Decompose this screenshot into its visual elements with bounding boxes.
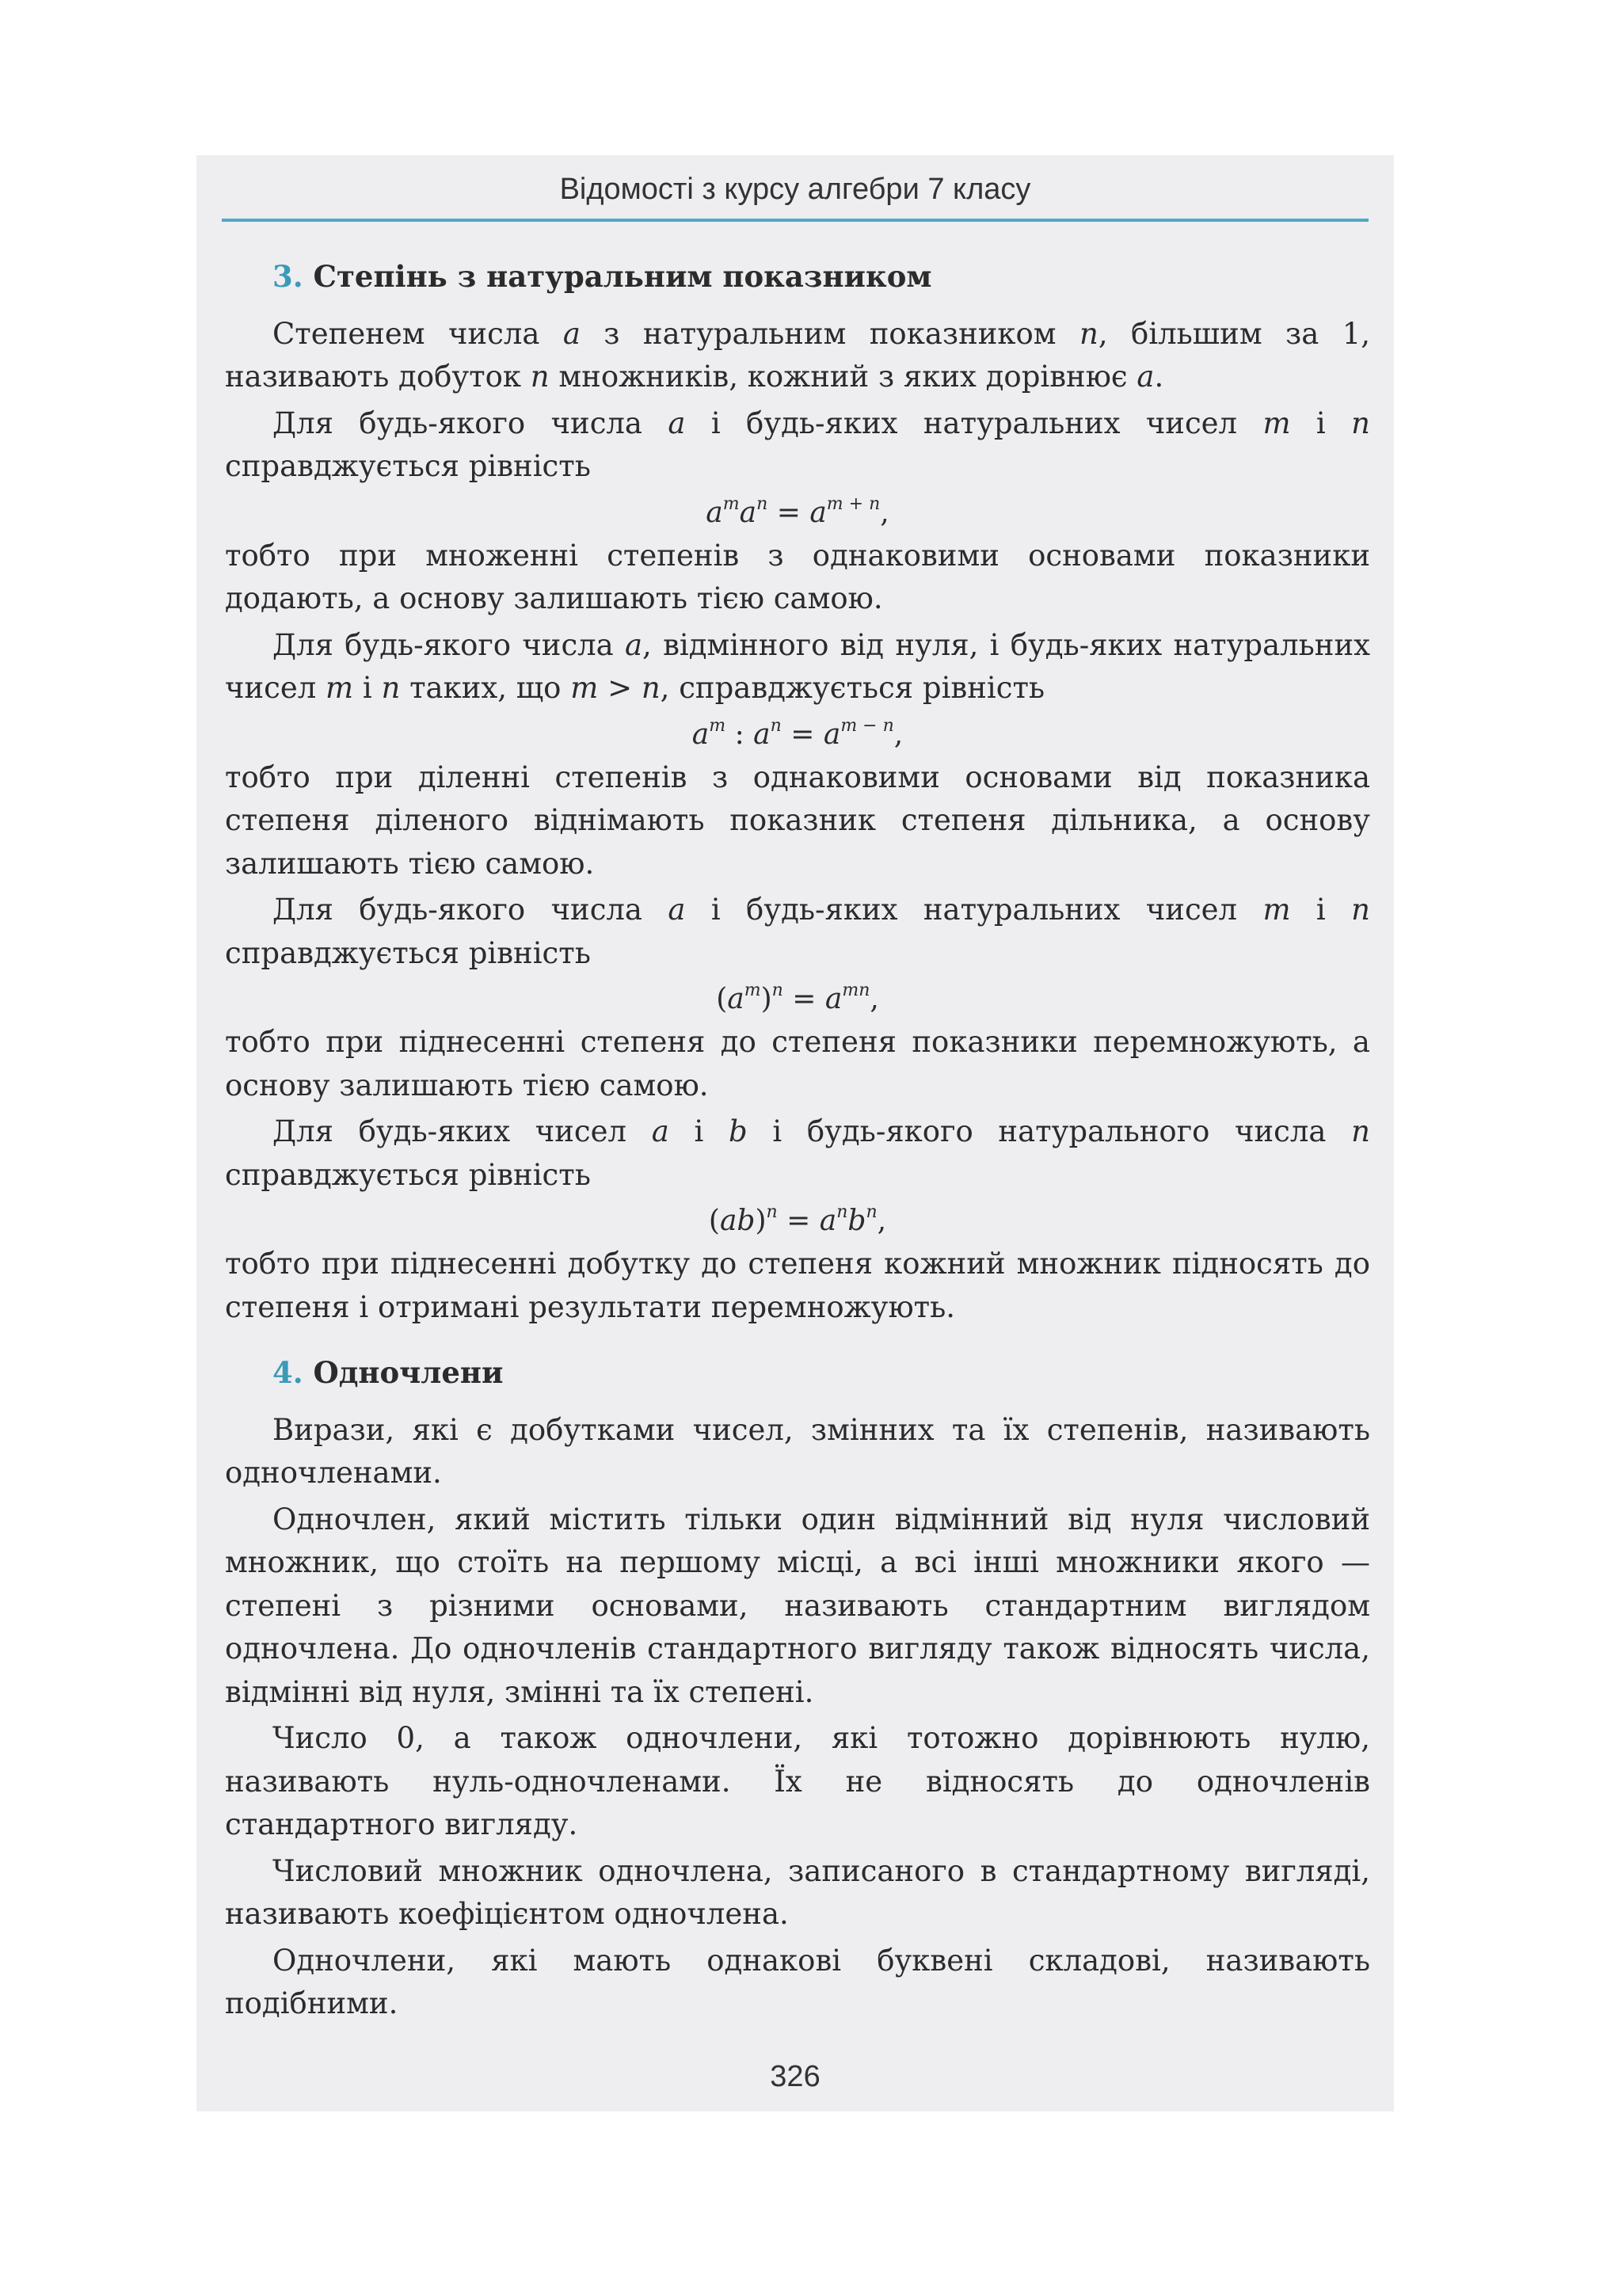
paragraph: Числовий множник одночлена, записаного в стандартному вигляді, називають коефіцієнтом одночлена.	[225, 1853, 1370, 1931]
paragraph: Степенем числа a з натуральним показником n, більшим за 1, називають добуток n множників, кожний з яких дорівнює a.	[225, 316, 1370, 394]
paragraph: Одночлен, який містить тільки один відмінний від нуля числовий множник, що стоїть на першому місці, а всі інші множники якого — степені з різними основами, називають стандартним виглядом одночлена. До одночленів стандартного вигляду також відносять числа, відмінні від нуля, змінні та їх степені.	[225, 1502, 1370, 1709]
paragraph: тобто при діленні степенів з однаковими основами від показника степеня діленого віднімають показник степеня дільника, а основу залишають тією самою.	[225, 760, 1370, 881]
paragraph: тобто при піднесенні степеня до степеня показники перемножують, а основу залишають тією самою.	[225, 1025, 1370, 1102]
paragraph: Для будь-якого числа a і будь-яких натуральних чисел m і n справджується рівність	[225, 406, 1370, 483]
running-header: Відомості з курсу алгебри 7 класу	[559, 173, 1031, 206]
section-number: 3.	[272, 259, 303, 294]
page-content	[225, 255, 1370, 2029]
formula-power-of-product: $(ab)^n = a^nb^n$,	[708, 1202, 887, 1237]
book-page	[196, 155, 1394, 2111]
paragraph: Вирази, які є добутками чисел, змінних та їх степенів, називають одночленами.	[225, 1412, 1370, 1490]
paragraph: Для будь-яких чисел a і b і будь-якого натурального числа n справджується рівність	[225, 1114, 1370, 1192]
paragraph: тобто при піднесенні добутку до степеня кожний множник підносять до степеня і отримані результати перемножують.	[225, 1247, 1370, 1324]
paragraph: Для будь-якого числа a, відмінного від нуля, і будь-яких натуральних чисел m і n таких, що m > n, справджується рівність	[225, 627, 1370, 705]
section-title-text: Одночлени	[313, 1355, 504, 1390]
section-number: 4.	[272, 1355, 303, 1390]
formula-product-of-powers: $a^ma^n = a^{m + n}$,	[706, 493, 889, 529]
paragraph: Для будь-якого числа a і будь-яких натуральних чисел m і n справджується рівність	[225, 893, 1370, 970]
section-4-title	[272, 1351, 1370, 1395]
section-3-title	[272, 255, 1370, 299]
header-rule	[222, 219, 1369, 222]
paragraph: тобто при множенні степенів з однаковими основами показники додають, а основу залишають тією самою.	[225, 538, 1370, 615]
formula-quotient-of-powers: $a^m$ : $a^n = a^{m - n}$,	[691, 715, 904, 751]
formula-power-of-power: $(a^m)^n = a^{mn}$,	[716, 980, 879, 1015]
page-number: 326	[770, 2060, 821, 2093]
paragraph: Одночлени, які мають однакові буквені складові, називають подібними.	[225, 1943, 1370, 2020]
section-title-text: Степінь з натуральним показником	[313, 259, 932, 294]
paragraph: Число 0, а також одночлени, які тотожно дорівнюють нулю, називають нуль-одночленами. Їх не відносять до одночленів стандартного вигляду.	[225, 1721, 1370, 1841]
